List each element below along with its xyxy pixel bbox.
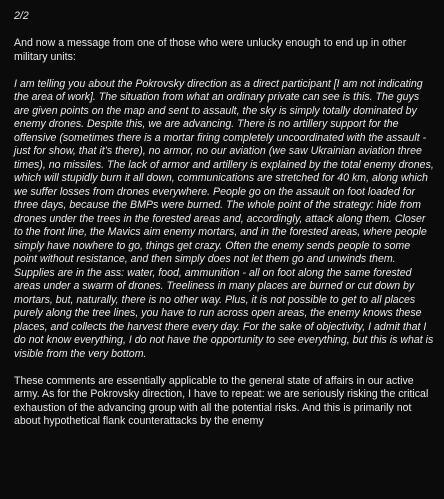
comment-paragraph: These comments are essentially applicable to the general state of affairs in our active army. As for the Pokrovsky direction, I have to repeat: we are seriously risking the critical exhaustion of the advancing group with all the potential risks. And this is primarily not about hypothetical flank counterattacks by the enemy: [14, 374, 429, 427]
intro-paragraph: And now a message from one of those who were unlucky enough to end up in other military units:: [14, 37, 407, 63]
quoted-message: I am telling you about the Pokrovsky direction as a direct participant [I am not indicating the area of work]. The situation from what an ordinary private can see is this. The guys are given points on the map and sent to assault, the sky is simply totally dominated by enemy drones. Despite this, we are advancing. There is no artillery support for the offensive (sometimes there is a mortar firing completely uncoordinated with the assault - just for show, that it’s there), no armor, no our aviation (we saw Ukrainian aviation three times), no missiles. The lack of armor and artillery is explained by the total enemy drones, which will stupidly burn it all down, communications are stretched for 40 km, along which we suffer losses from drones everywhere. People go on the assault on foot loaded for three days, because the BMPs were burned. The whole point of the strategy: hide from drones under the trees in the forested areas and, accordingly, attack along them. Closer to the front line, the Mavics aim enemy mortars, and in the forested areas, where people simply have nowhere to go, things get crazy. Often the enemy sends people to some point without resistance, and then simply does not let them go and unwinds them. Supplies are in the ass: water, food, ammunition - all on foot along the same forested areas under a swarm of drones. Treeliness in many places are burned or cut down by mortars, but, naturally, there is no other way. Plus, it is not possible to get to all places purely along the tree lines, you have to run across open areas, the enemy knows these places, and collects the harvest there every day. For the sake of objectivity, I admit that I do not know everything, I do not have the opportunity to see everything, but this is what is visible from the very bottom.: [14, 77, 434, 360]
page-counter: 2/2: [14, 10, 29, 22]
